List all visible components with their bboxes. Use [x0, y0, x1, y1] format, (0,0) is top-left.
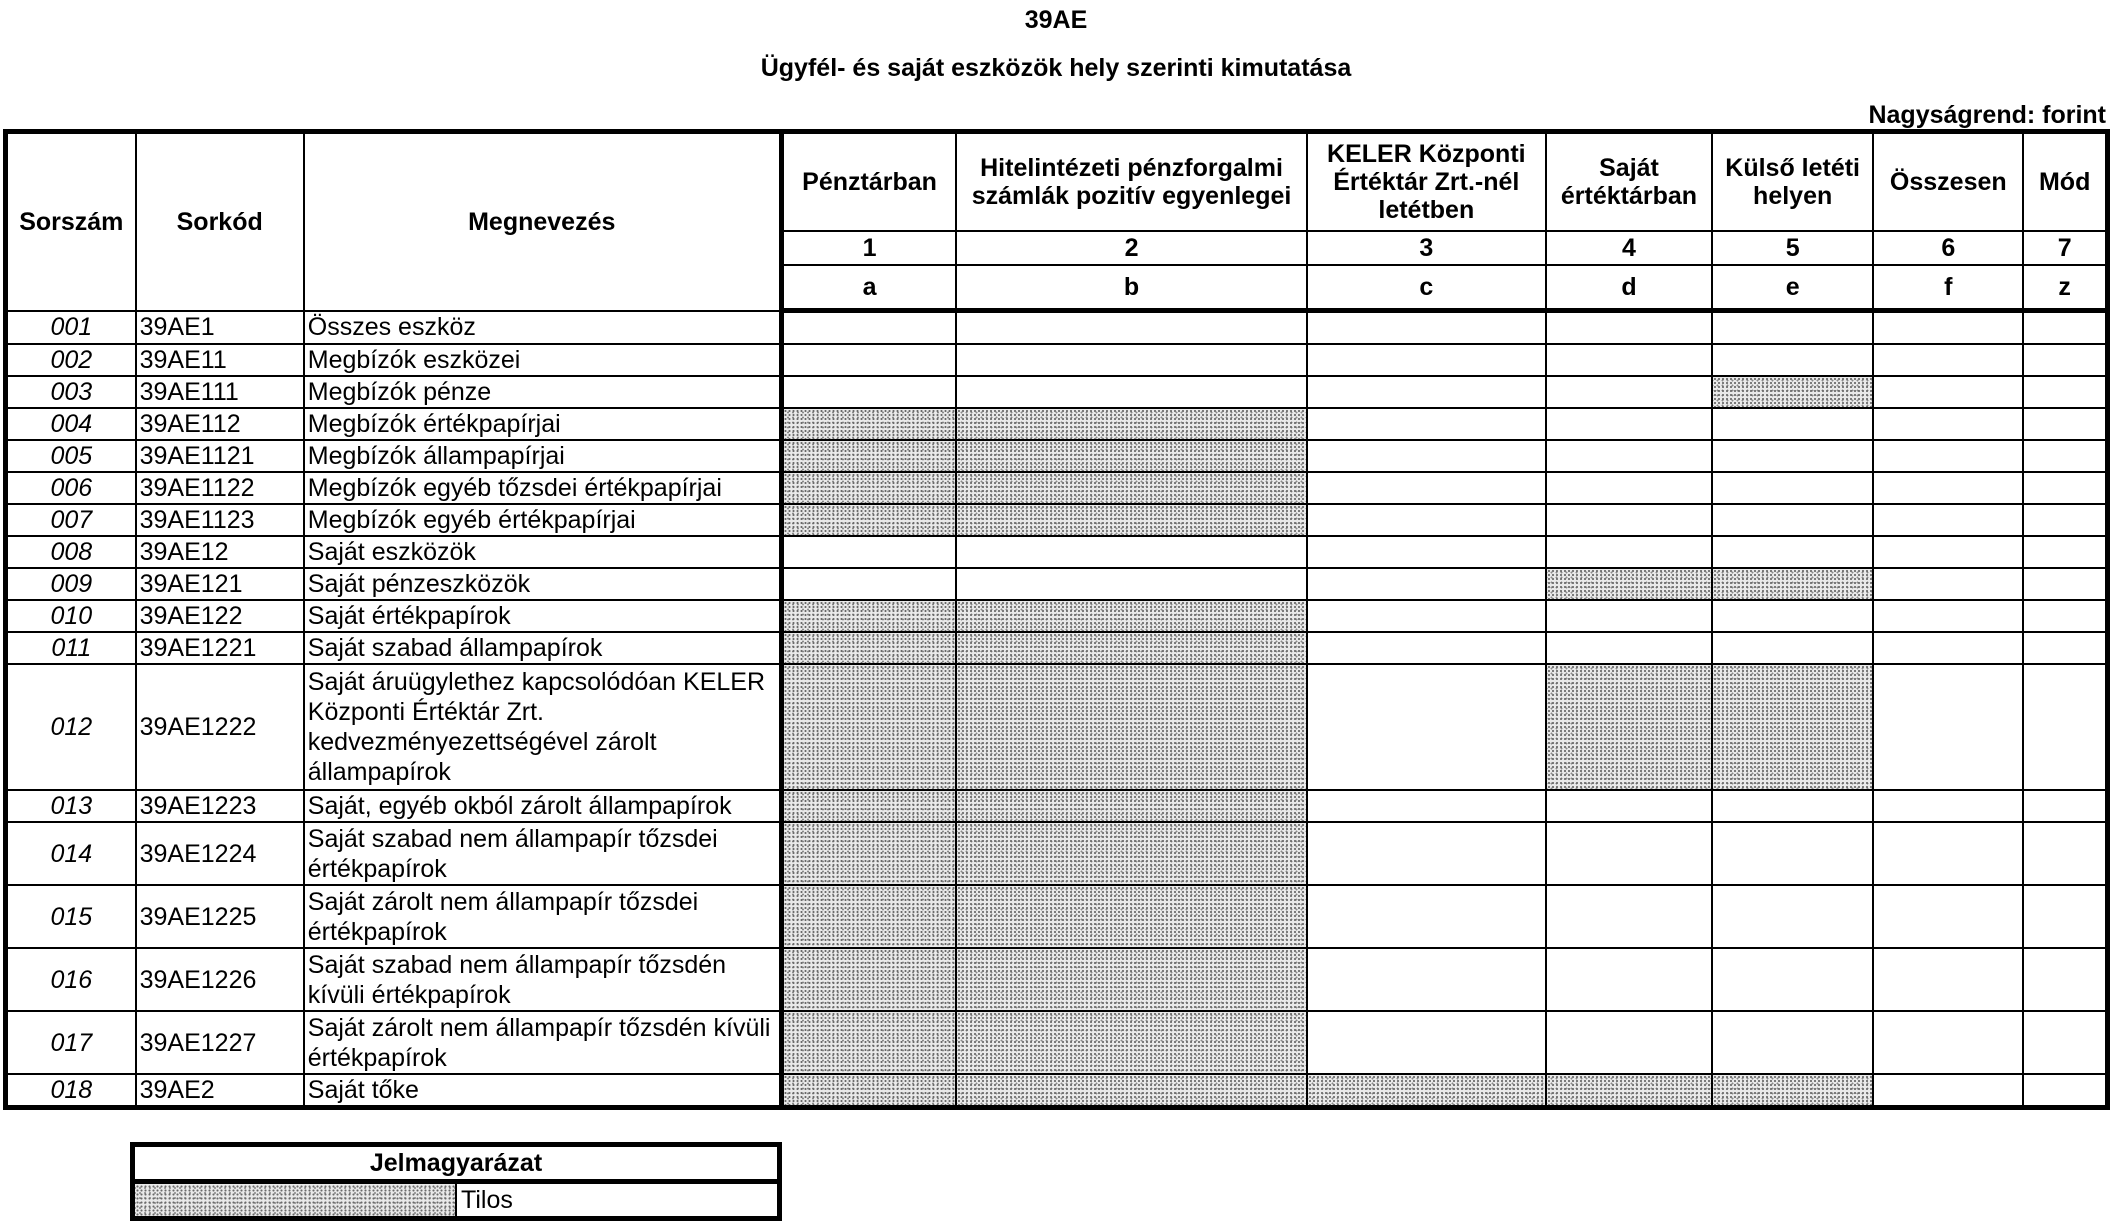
table-row — [6, 632, 2108, 664]
value-cell-z[interactable] — [2023, 885, 2107, 948]
row-name: Megbízók pénze — [304, 376, 781, 408]
col-code-d: d — [1546, 265, 1712, 311]
row-code: 39AE2 — [136, 1074, 304, 1108]
report-table — [3, 129, 2110, 1110]
value-cell-f[interactable] — [1873, 376, 2023, 408]
forbidden-cell-b — [956, 440, 1306, 472]
forbidden-cell-a — [781, 948, 956, 1011]
forbidden-cell-e — [1712, 664, 1873, 790]
col-num-6: 6 — [1873, 231, 2023, 265]
value-cell-f[interactable] — [1873, 440, 2023, 472]
value-cell-e[interactable] — [1712, 536, 1873, 568]
row-name: Összes eszköz — [304, 311, 781, 345]
col-num-7: 7 — [2023, 231, 2107, 265]
row-code: 39AE1222 — [136, 664, 304, 790]
legend — [130, 1142, 782, 1221]
forbidden-cell-a — [781, 664, 956, 790]
row-name: Saját pénzeszközök — [304, 568, 781, 600]
value-cell-e[interactable] — [1712, 632, 1873, 664]
value-cell-c[interactable] — [1307, 600, 1546, 632]
row-number: 001 — [6, 311, 136, 345]
value-cell-z[interactable] — [2023, 664, 2107, 790]
value-cell-c[interactable] — [1307, 822, 1546, 885]
value-cell-c[interactable] — [1307, 504, 1546, 536]
value-cell-d[interactable] — [1546, 344, 1712, 376]
value-cell-e[interactable] — [1712, 822, 1873, 885]
header-sorszam: Sorszám — [6, 132, 136, 311]
row-number: 009 — [6, 568, 136, 600]
row-name: Saját zárolt nem állampapír tőzsdei értékpapírok — [304, 885, 781, 948]
row-number: 015 — [6, 885, 136, 948]
forbidden-cell-a — [781, 504, 956, 536]
value-cell-z[interactable] — [2023, 822, 2107, 885]
value-cell-c[interactable] — [1307, 311, 1546, 345]
value-cell-a[interactable] — [781, 568, 956, 600]
row-code: 39AE1122 — [136, 472, 304, 504]
table-body — [6, 311, 2108, 1108]
row-code: 39AE1 — [136, 311, 304, 345]
row-number: 003 — [6, 376, 136, 408]
value-cell-d[interactable] — [1546, 536, 1712, 568]
value-cell-z[interactable] — [2023, 1011, 2107, 1074]
col-num-5: 5 — [1712, 231, 1873, 265]
value-cell-d[interactable] — [1546, 885, 1712, 948]
value-cell-z[interactable] — [2023, 408, 2107, 440]
value-cell-f[interactable] — [1873, 472, 2023, 504]
forbidden-cell-b — [956, 408, 1306, 440]
value-cell-e[interactable] — [1712, 1011, 1873, 1074]
row-code: 39AE11 — [136, 344, 304, 376]
row-name: Megbízók egyéb értékpapírjai — [304, 504, 781, 536]
value-cell-e[interactable] — [1712, 948, 1873, 1011]
row-name: Megbízók értékpapírjai — [304, 408, 781, 440]
value-cell-d[interactable] — [1546, 376, 1712, 408]
col-title-f: Összesen — [1873, 132, 2023, 232]
table-row — [6, 536, 2108, 568]
col-code-a: a — [781, 265, 956, 311]
forbidden-cell-b — [956, 790, 1306, 822]
row-code: 39AE12 — [136, 536, 304, 568]
value-cell-f[interactable] — [1873, 822, 2023, 885]
forbidden-cell-a — [781, 440, 956, 472]
legend-title: Jelmagyarázat — [133, 1145, 780, 1182]
table-row — [6, 948, 2108, 1011]
value-cell-f[interactable] — [1873, 632, 2023, 664]
col-code-b: b — [956, 265, 1306, 311]
col-code-e: e — [1712, 265, 1873, 311]
value-cell-f[interactable] — [1873, 790, 2023, 822]
value-cell-c[interactable] — [1307, 885, 1546, 948]
value-cell-c[interactable] — [1307, 664, 1546, 790]
forbidden-cell-a — [781, 1074, 956, 1108]
value-cell-c[interactable] — [1307, 1011, 1546, 1074]
table-row — [6, 600, 2108, 632]
value-cell-b[interactable] — [956, 536, 1306, 568]
row-number: 007 — [6, 504, 136, 536]
value-cell-d[interactable] — [1546, 600, 1712, 632]
col-num-1: 1 — [781, 231, 956, 265]
row-name: Megbízók egyéb tőzsdei értékpapírjai — [304, 472, 781, 504]
col-num-4: 4 — [1546, 231, 1712, 265]
report-code: 39AE — [1024, 6, 1088, 34]
value-cell-z[interactable] — [2023, 472, 2107, 504]
row-number: 011 — [6, 632, 136, 664]
value-cell-f[interactable] — [1873, 504, 2023, 536]
value-cell-e[interactable] — [1712, 472, 1873, 504]
table-row — [6, 664, 2108, 790]
value-cell-f[interactable] — [1873, 536, 2023, 568]
col-title-a: Pénztárban — [781, 132, 956, 232]
row-name: Saját áruügylethez kapcsolódóan KELER Központi Értéktár Zrt. kedvezményezettségével zárolt állampapírok — [304, 664, 781, 790]
row-number: 016 — [6, 948, 136, 1011]
forbidden-cell-b — [956, 600, 1306, 632]
unit-note: Nagyságrend: forint — [1868, 101, 2106, 129]
row-name: Saját, egyéb okból zárolt állampapírok — [304, 790, 781, 822]
row-code: 39AE1224 — [136, 822, 304, 885]
value-cell-d[interactable] — [1546, 311, 1712, 345]
row-name: Saját tőke — [304, 1074, 781, 1108]
row-code: 39AE121 — [136, 568, 304, 600]
value-cell-d[interactable] — [1546, 1011, 1712, 1074]
row-code: 39AE1223 — [136, 790, 304, 822]
row-number: 013 — [6, 790, 136, 822]
value-cell-f[interactable] — [1873, 1074, 2023, 1108]
value-cell-a[interactable] — [781, 536, 956, 568]
forbidden-cell-b — [956, 948, 1306, 1011]
value-cell-z[interactable] — [2023, 440, 2107, 472]
col-code-f: f — [1873, 265, 2023, 311]
value-cell-b[interactable] — [956, 376, 1306, 408]
value-cell-z[interactable] — [2023, 344, 2107, 376]
col-num-2: 2 — [956, 231, 1306, 265]
row-name: Saját értékpapírok — [304, 600, 781, 632]
row-name: Megbízók állampapírjai — [304, 440, 781, 472]
value-cell-d[interactable] — [1546, 440, 1712, 472]
forbidden-cell-e — [1712, 1074, 1873, 1108]
row-name: Saját zárolt nem állampapír tőzsdén kívüli értékpapírok — [304, 1011, 781, 1074]
row-name: Saját szabad nem állampapír tőzsdén kívüli értékpapírok — [304, 948, 781, 1011]
forbidden-cell-b — [956, 472, 1306, 504]
row-number: 006 — [6, 472, 136, 504]
forbidden-cell-e — [1712, 568, 1873, 600]
row-code: 39AE111 — [136, 376, 304, 408]
forbidden-cell-b — [956, 632, 1306, 664]
forbidden-cell-c — [1307, 1074, 1546, 1108]
table-row — [6, 790, 2108, 822]
value-cell-b[interactable] — [956, 568, 1306, 600]
table-row — [6, 440, 2108, 472]
forbidden-cell-a — [781, 408, 956, 440]
value-cell-e[interactable] — [1712, 790, 1873, 822]
forbidden-cell-d — [1546, 664, 1712, 790]
value-cell-f[interactable] — [1873, 948, 2023, 1011]
value-cell-a[interactable] — [781, 376, 956, 408]
row-number: 014 — [6, 822, 136, 885]
value-cell-c[interactable] — [1307, 632, 1546, 664]
value-cell-f[interactable] — [1873, 408, 2023, 440]
value-cell-e[interactable] — [1712, 504, 1873, 536]
row-number: 004 — [6, 408, 136, 440]
value-cell-c[interactable] — [1307, 568, 1546, 600]
forbidden-cell-a — [781, 600, 956, 632]
row-number: 002 — [6, 344, 136, 376]
value-cell-e[interactable] — [1712, 408, 1873, 440]
value-cell-f[interactable] — [1873, 568, 2023, 600]
forbidden-cell-a — [781, 885, 956, 948]
value-cell-c[interactable] — [1307, 344, 1546, 376]
table-row — [6, 472, 2108, 504]
value-cell-z[interactable] — [2023, 311, 2107, 345]
value-cell-z[interactable] — [2023, 948, 2107, 1011]
forbidden-cell-a — [781, 472, 956, 504]
value-cell-d[interactable] — [1546, 948, 1712, 1011]
table-row — [6, 408, 2108, 440]
value-cell-f[interactable] — [1873, 344, 2023, 376]
value-cell-z[interactable] — [2023, 600, 2107, 632]
row-code: 39AE1225 — [136, 885, 304, 948]
row-name: Saját szabad nem állampapír tőzsdei értékpapírok — [304, 822, 781, 885]
header-sorkod: Sorkód — [136, 132, 304, 311]
row-code: 39AE1123 — [136, 504, 304, 536]
col-title-d: Saját értéktárban — [1546, 132, 1712, 232]
forbidden-cell-b — [956, 504, 1306, 536]
col-title-e: Külső letéti helyen — [1712, 132, 1873, 232]
forbidden-cell-a — [781, 1011, 956, 1074]
value-cell-b[interactable] — [956, 311, 1306, 345]
value-cell-f[interactable] — [1873, 600, 2023, 632]
value-cell-d[interactable] — [1546, 472, 1712, 504]
row-number: 005 — [6, 440, 136, 472]
table-row — [6, 376, 2108, 408]
forbidden-cell-a — [781, 822, 956, 885]
forbidden-cell-b — [956, 664, 1306, 790]
value-cell-e[interactable] — [1712, 600, 1873, 632]
value-cell-a[interactable] — [781, 344, 956, 376]
value-cell-e[interactable] — [1712, 344, 1873, 376]
table-row — [6, 568, 2108, 600]
legend-label-tilos: Tilos — [456, 1182, 780, 1219]
value-cell-c[interactable] — [1307, 376, 1546, 408]
value-cell-f[interactable] — [1873, 311, 2023, 345]
table-row — [6, 1074, 2108, 1108]
value-cell-z[interactable] — [2023, 632, 2107, 664]
value-cell-c[interactable] — [1307, 440, 1546, 472]
forbidden-cell-d — [1546, 568, 1712, 600]
value-cell-c[interactable] — [1307, 790, 1546, 822]
table-row — [6, 822, 2108, 885]
col-title-z: Mód — [2023, 132, 2107, 232]
row-number: 008 — [6, 536, 136, 568]
value-cell-d[interactable] — [1546, 822, 1712, 885]
value-cell-e[interactable] — [1712, 311, 1873, 345]
col-title-b: Hitelintézeti pénzforgalmi számlák pozitív egyenlegei — [956, 132, 1306, 232]
value-cell-z[interactable] — [2023, 790, 2107, 822]
value-cell-f[interactable] — [1873, 885, 2023, 948]
forbidden-cell-d — [1546, 1074, 1712, 1108]
forbidden-cell-e — [1712, 376, 1873, 408]
row-code: 39AE112 — [136, 408, 304, 440]
value-cell-e[interactable] — [1712, 440, 1873, 472]
row-code: 39AE1227 — [136, 1011, 304, 1074]
value-cell-d[interactable] — [1546, 790, 1712, 822]
col-num-3: 3 — [1307, 231, 1546, 265]
value-cell-e[interactable] — [1712, 885, 1873, 948]
value-cell-c[interactable] — [1307, 472, 1546, 504]
value-cell-c[interactable] — [1307, 948, 1546, 1011]
table-row — [6, 311, 2108, 345]
row-number: 017 — [6, 1011, 136, 1074]
value-cell-b[interactable] — [956, 344, 1306, 376]
row-code: 39AE1221 — [136, 632, 304, 664]
value-cell-a[interactable] — [781, 311, 956, 345]
value-cell-c[interactable] — [1307, 408, 1546, 440]
forbidden-cell-b — [956, 822, 1306, 885]
forbidden-cell-a — [781, 632, 956, 664]
table-row — [6, 504, 2108, 536]
row-name: Saját eszközök — [304, 536, 781, 568]
page-title: Ügyfél- és saját eszközök hely szerinti kimutatása — [760, 54, 1352, 82]
table-row — [6, 344, 2108, 376]
row-number: 010 — [6, 600, 136, 632]
forbidden-cell-b — [956, 1074, 1306, 1108]
value-cell-d[interactable] — [1546, 632, 1712, 664]
row-name: Megbízók eszközei — [304, 344, 781, 376]
row-code: 39AE122 — [136, 600, 304, 632]
header-megnevezes: Megnevezés — [304, 132, 781, 311]
forbidden-cell-a — [781, 790, 956, 822]
value-cell-z[interactable] — [2023, 568, 2107, 600]
row-number: 012 — [6, 664, 136, 790]
col-code-c: c — [1307, 265, 1546, 311]
value-cell-c[interactable] — [1307, 536, 1546, 568]
value-cell-d[interactable] — [1546, 504, 1712, 536]
value-cell-f[interactable] — [1873, 664, 2023, 790]
value-cell-z[interactable] — [2023, 1074, 2107, 1108]
row-name: Saját szabad állampapírok — [304, 632, 781, 664]
col-title-c: KELER Központi Értéktár Zrt.-nél letétben — [1307, 132, 1546, 232]
table-row — [6, 1011, 2108, 1074]
value-cell-f[interactable] — [1873, 1011, 2023, 1074]
value-cell-z[interactable] — [2023, 536, 2107, 568]
col-code-z: z — [2023, 265, 2107, 311]
row-number: 018 — [6, 1074, 136, 1108]
legend-swatch-tilos — [133, 1182, 457, 1219]
value-cell-z[interactable] — [2023, 504, 2107, 536]
forbidden-cell-b — [956, 885, 1306, 948]
table-row — [6, 885, 2108, 948]
value-cell-d[interactable] — [1546, 408, 1712, 440]
row-code: 39AE1226 — [136, 948, 304, 1011]
row-code: 39AE1121 — [136, 440, 304, 472]
value-cell-z[interactable] — [2023, 376, 2107, 408]
forbidden-cell-b — [956, 1011, 1306, 1074]
